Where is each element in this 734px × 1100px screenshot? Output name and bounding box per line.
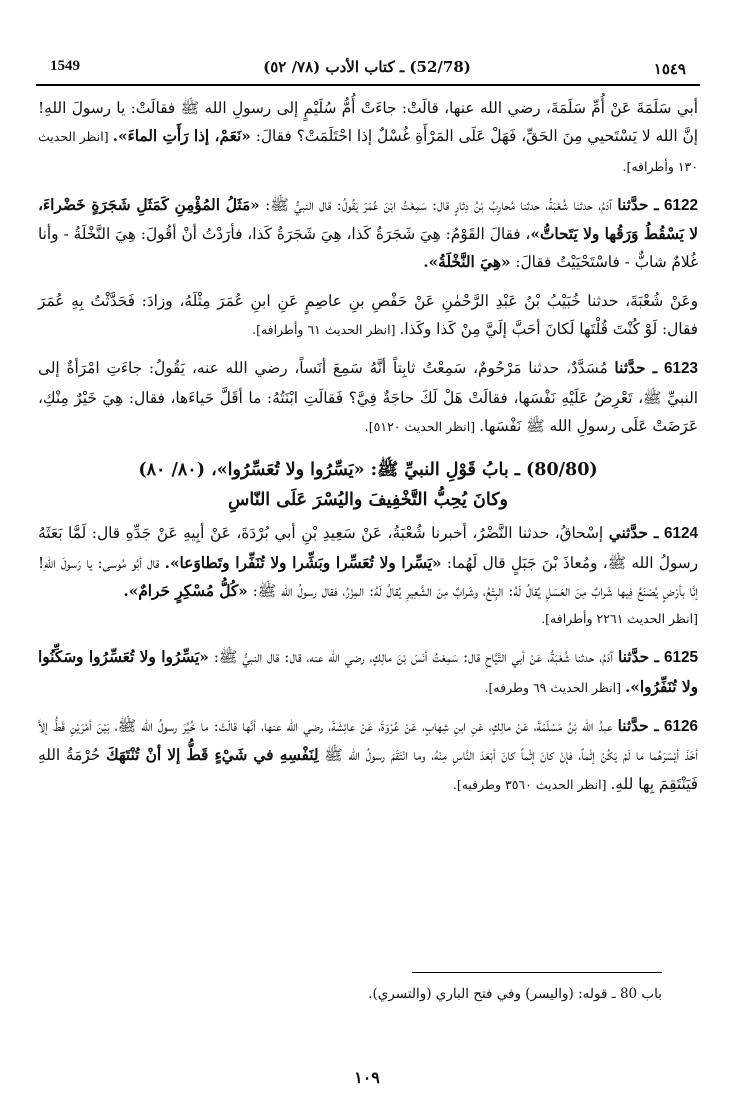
page-body bbox=[38, 94, 698, 799]
cross-reference: [انظر الحديث ٦١ وأطرافه]. bbox=[252, 322, 400, 338]
hadith-number: 6122 bbox=[663, 196, 699, 214]
cross-reference: [انظر الحديث ٥١٢٠]. bbox=[364, 418, 480, 434]
hadith-number: 6125 bbox=[663, 649, 699, 667]
prophet-quote: «كُلُّ مُسْكِرٍ حَرامٌ». bbox=[123, 581, 248, 600]
hadith-6124: 6124 ـ حدَّثني إسْحاقُ، حدثنا النَّضْرُ، أخبرنا شُعْبَةُ، عَنْ سَعِيدِ بْنِ أبي بُرْدَةَ، عَنْ أبِيهِ عَنْ جَدِّهِ قال: لَمَّا بَعَثَهُ رسولُ الله ﷺ، ومُعاذَ بْنَ جَبَلٍ قال لَهُما: «يَسِّرا ولا تُعَسِّرا وبَشِّرا ولا تُنَفِّرا وتَطاوَعا». قال أبُو مُوسى: يا رَسولَ اللهِ! إنَّا بأرْضٍ يُصْنَعُ فِيها شَرابٌ مِنَ العَسَلِ يُقالُ لَهُ: البِتْعُ، وشَرابٌ مِنَ الشَّعِيرِ يُقالُ لَهُ: المِزْرُ، فقال رسولُ الله ﷺ: «كُلُّ مُسْكِرٍ حَرامٌ». bbox=[38, 524, 698, 600]
narration-verb: ـ حدَّثنا bbox=[617, 717, 659, 736]
chapter-heading bbox=[38, 455, 698, 515]
prophet-quote: «يَسِّرُوا ولا تُعَسِّرُوا وسَكِّنُوا ولا تُنَفِّرُوا». bbox=[38, 648, 698, 696]
page-number-latin: 1549 bbox=[50, 58, 80, 74]
chapter-title: (80/80) ـ بابُ قَوْلِ النبيِّ ﷺ: «يَسِّرُوا ولا تُعَسِّرُوا»، (٨٠/ ٨٠) bbox=[138, 460, 598, 481]
footnote: باب 80 ـ قوله: (واليسر) وفي فتح الباري (والتسري). bbox=[368, 986, 662, 1002]
cross-reference: [انظر الحديث ٢٢٦١ وأطرافه]. bbox=[541, 611, 698, 627]
cross-reference: [انظر الحديث ١٣٠ وأطرافه]. bbox=[38, 129, 698, 174]
hadith-6126: 6126 ـ حدَّثنا عبدُ الله بْنُ مَسْلَمَةَ، عَنْ مالِكٍ، عَنِ ابنِ شِهابٍ، عَنْ عُرْوَةَ، عَنْ عائِشَةَ، رضي الله عنها، أنَّها قالَتْ: ما خُيِّرَ رسولُ الله ﷺ، بَيْنَ أمْرَيْنِ قَطُّ إلاَّ أخَذَ أيْسَرَهُما ما لَمْ يَكُنْ إثْماً، فإنْ كانَ إثْماً كانَ أبْعَدَ النَّاسِ مِنْهُ، وما انْتَقَمَ رسولُ الله ﷺ لِنَفْسِهِ في شَيْءٍ قَطُّ إلا أنْ تُنْتَهَكَ حُرْمَةُ اللهِ فَيَنْتَقِمَ بِها للهِ. [انظر الحديث ٣٥٦٠ وطرفيه]. bbox=[38, 717, 698, 793]
cross-reference: [انظر الحديث ٣٥٦٠ وطرفيه]. bbox=[452, 776, 611, 792]
narration-verb: ـ حدَّثنا bbox=[617, 195, 659, 214]
prophet-quote: «نَعَمْ، إذا رَأَتِ الماءَ». bbox=[112, 127, 251, 146]
narration-verb: ـ حدَّثنا bbox=[614, 359, 658, 378]
prophet-quote: «مَثَلُ المُؤْمِنِ كَمَثَلِ شَجَرَةٍ خَضْراءَ، لا يَسْقُطُ وَرَقُها ولا يَتَحاتُّ» bbox=[38, 195, 698, 244]
running-title: (52/78) ـ كتاب الأدب (٧٨/ ٥٢) bbox=[263, 58, 471, 76]
emphasized-phrase: لِنَفْسِهِ في شَيْءٍ قَطُّ إلا أنْ تُنْتَهَكَ bbox=[105, 746, 319, 765]
hadith-number: 6124 bbox=[663, 525, 698, 543]
hadith-number: 6123 bbox=[663, 360, 698, 378]
prophet-quote: «يَسِّرا ولا تُعَسِّرا وبَشِّرا ولا تُنَفِّرا وتَطاوَعا». bbox=[164, 553, 442, 572]
hadith-6123: 6123 ـ حدَّثنا مُسَدَّدٌ، حدثنا مَرْحُومٌ، سَمِعْتُ ثابِتاً أنَّهُ سَمِعَ أنَساً، رضي الله عنه، يَقُولُ: جاءَتِ امْرَأةٌ إلى النبيِّ ﷺ، تَعْرِضُ عَلَيْهِ نَفْسَها، فقالَتْ هَلْ لَكَ حاجَةٌ فِيَّ؟ فَقالَتِ ابْنَتُهُ: ما أقَلَّ حَياءَها، فقال: هِيَ خَيْرٌ مِنْكِ، عَرَضَتْ عَلَى رسولِ الله ﷺ نَفْسَها. [انظر الحديث ٥١٢٠]. bbox=[38, 359, 698, 435]
cross-reference: [انظر الحديث ٦٩ وطرفه]. bbox=[484, 679, 625, 695]
prophet-quote: «هِيَ النَّخْلَةُ». bbox=[423, 253, 511, 272]
narration-verb: ـ حدَّثني bbox=[608, 524, 659, 543]
hadith-6122: 6122 ـ حدَّثنا آدَمُ، حدثنا شُعْبَةُ، حدثنا مُحارِبُ بْنُ دِثارٍ قال: سَمِعْتُ ابْنَ عُمَرَ يَقُولُ: قال النبيُّ ﷺ: «مَثَلُ المُؤْمِنِ كَمَثَلِ شَجَرَةٍ خَضْراءَ، لا يَسْقُطُ وَرَقُها ولا يَتَحاتُّ»، فقالَ القَوْمُ: هِيَ شَجَرَةُ كَذا، هِيَ شَجَرَةُ كَذا، فأرَدْتُ أنْ أقُولَ: هِيَ النَّخْلَةُ - وأنا غُلامٌ شابٌّ - فاسْتَحْيَيْتُ فقالَ: «هِيَ النَّخْلَةُ». bbox=[38, 195, 699, 272]
footnote-rule bbox=[412, 972, 662, 973]
hadith-6125: 6125 ـ حدَّثنا آدَمُ، حدثنا شُعْبَةُ، عَنْ أبي التَّيَّاحِ قال: سَمِعْتُ أنَسَ بْنَ مالِكٍ، رضي الله عنه، قال: قال النبيُّ ﷺ: «يَسِّرُوا ولا تُعَسِّرُوا وسَكِّنُوا ولا تُنَفِّرُوا». [انظر الحديث ٦٩ وطرفه]. bbox=[38, 648, 699, 696]
chapter-subtitle: وكانَ يُحِبُّ التَّخْفِيفَ واليُسْرَ عَلَى النّاسِ bbox=[228, 490, 508, 511]
header-rule bbox=[36, 84, 700, 86]
hadith-6122-addendum: وعَنْ شُعْبَةَ، حدثنا خُبَيْبُ بْنُ عَبْدِ الرَّحْمٰنِ عَنْ حَفْصِ بنِ عاصِمٍ عَنِ ابنِ عُمَرَ مِثْلَهُ، وزادَ: فَحَدَّثْتُ بِهِ عُمَرَ فقال: لَوْ كُنْتَ قُلْتَها لَكانَ أحَبَّ إلَيَّ مِنْ كَذا وكَذا. [انظر الحديث ٦١ وأطرافه]. bbox=[38, 291, 698, 339]
hadith-continuation: أبي سَلَمَةَ عَنْ أُمِّ سَلَمَةَ، رضي الله عنها، قالَتْ: جاءَتْ أُمُّ سُلَيْمٍ إلى رسولِ الله ﷺ فقالَتْ: يا رسولَ اللهِ! إنَّ الله لا يَسْتَحيي مِنَ الحَقِّ، فَهَلْ عَلَى المَرْأَةِ غُسْلٌ إذا احْتَلَمَتْ؟ فقالَ: «نَعَمْ، إذا رَأَتِ الماءَ». [انظر الحديث ١٣٠ وأطرافه]. bbox=[38, 99, 699, 174]
narration-verb: ـ حدَّثنا bbox=[618, 648, 659, 667]
page-number-bottom: ١٠٩ bbox=[354, 1068, 380, 1087]
page-number-arabic: ١٥٤٩ bbox=[653, 60, 686, 78]
hadith-number: 6126 bbox=[663, 718, 698, 736]
